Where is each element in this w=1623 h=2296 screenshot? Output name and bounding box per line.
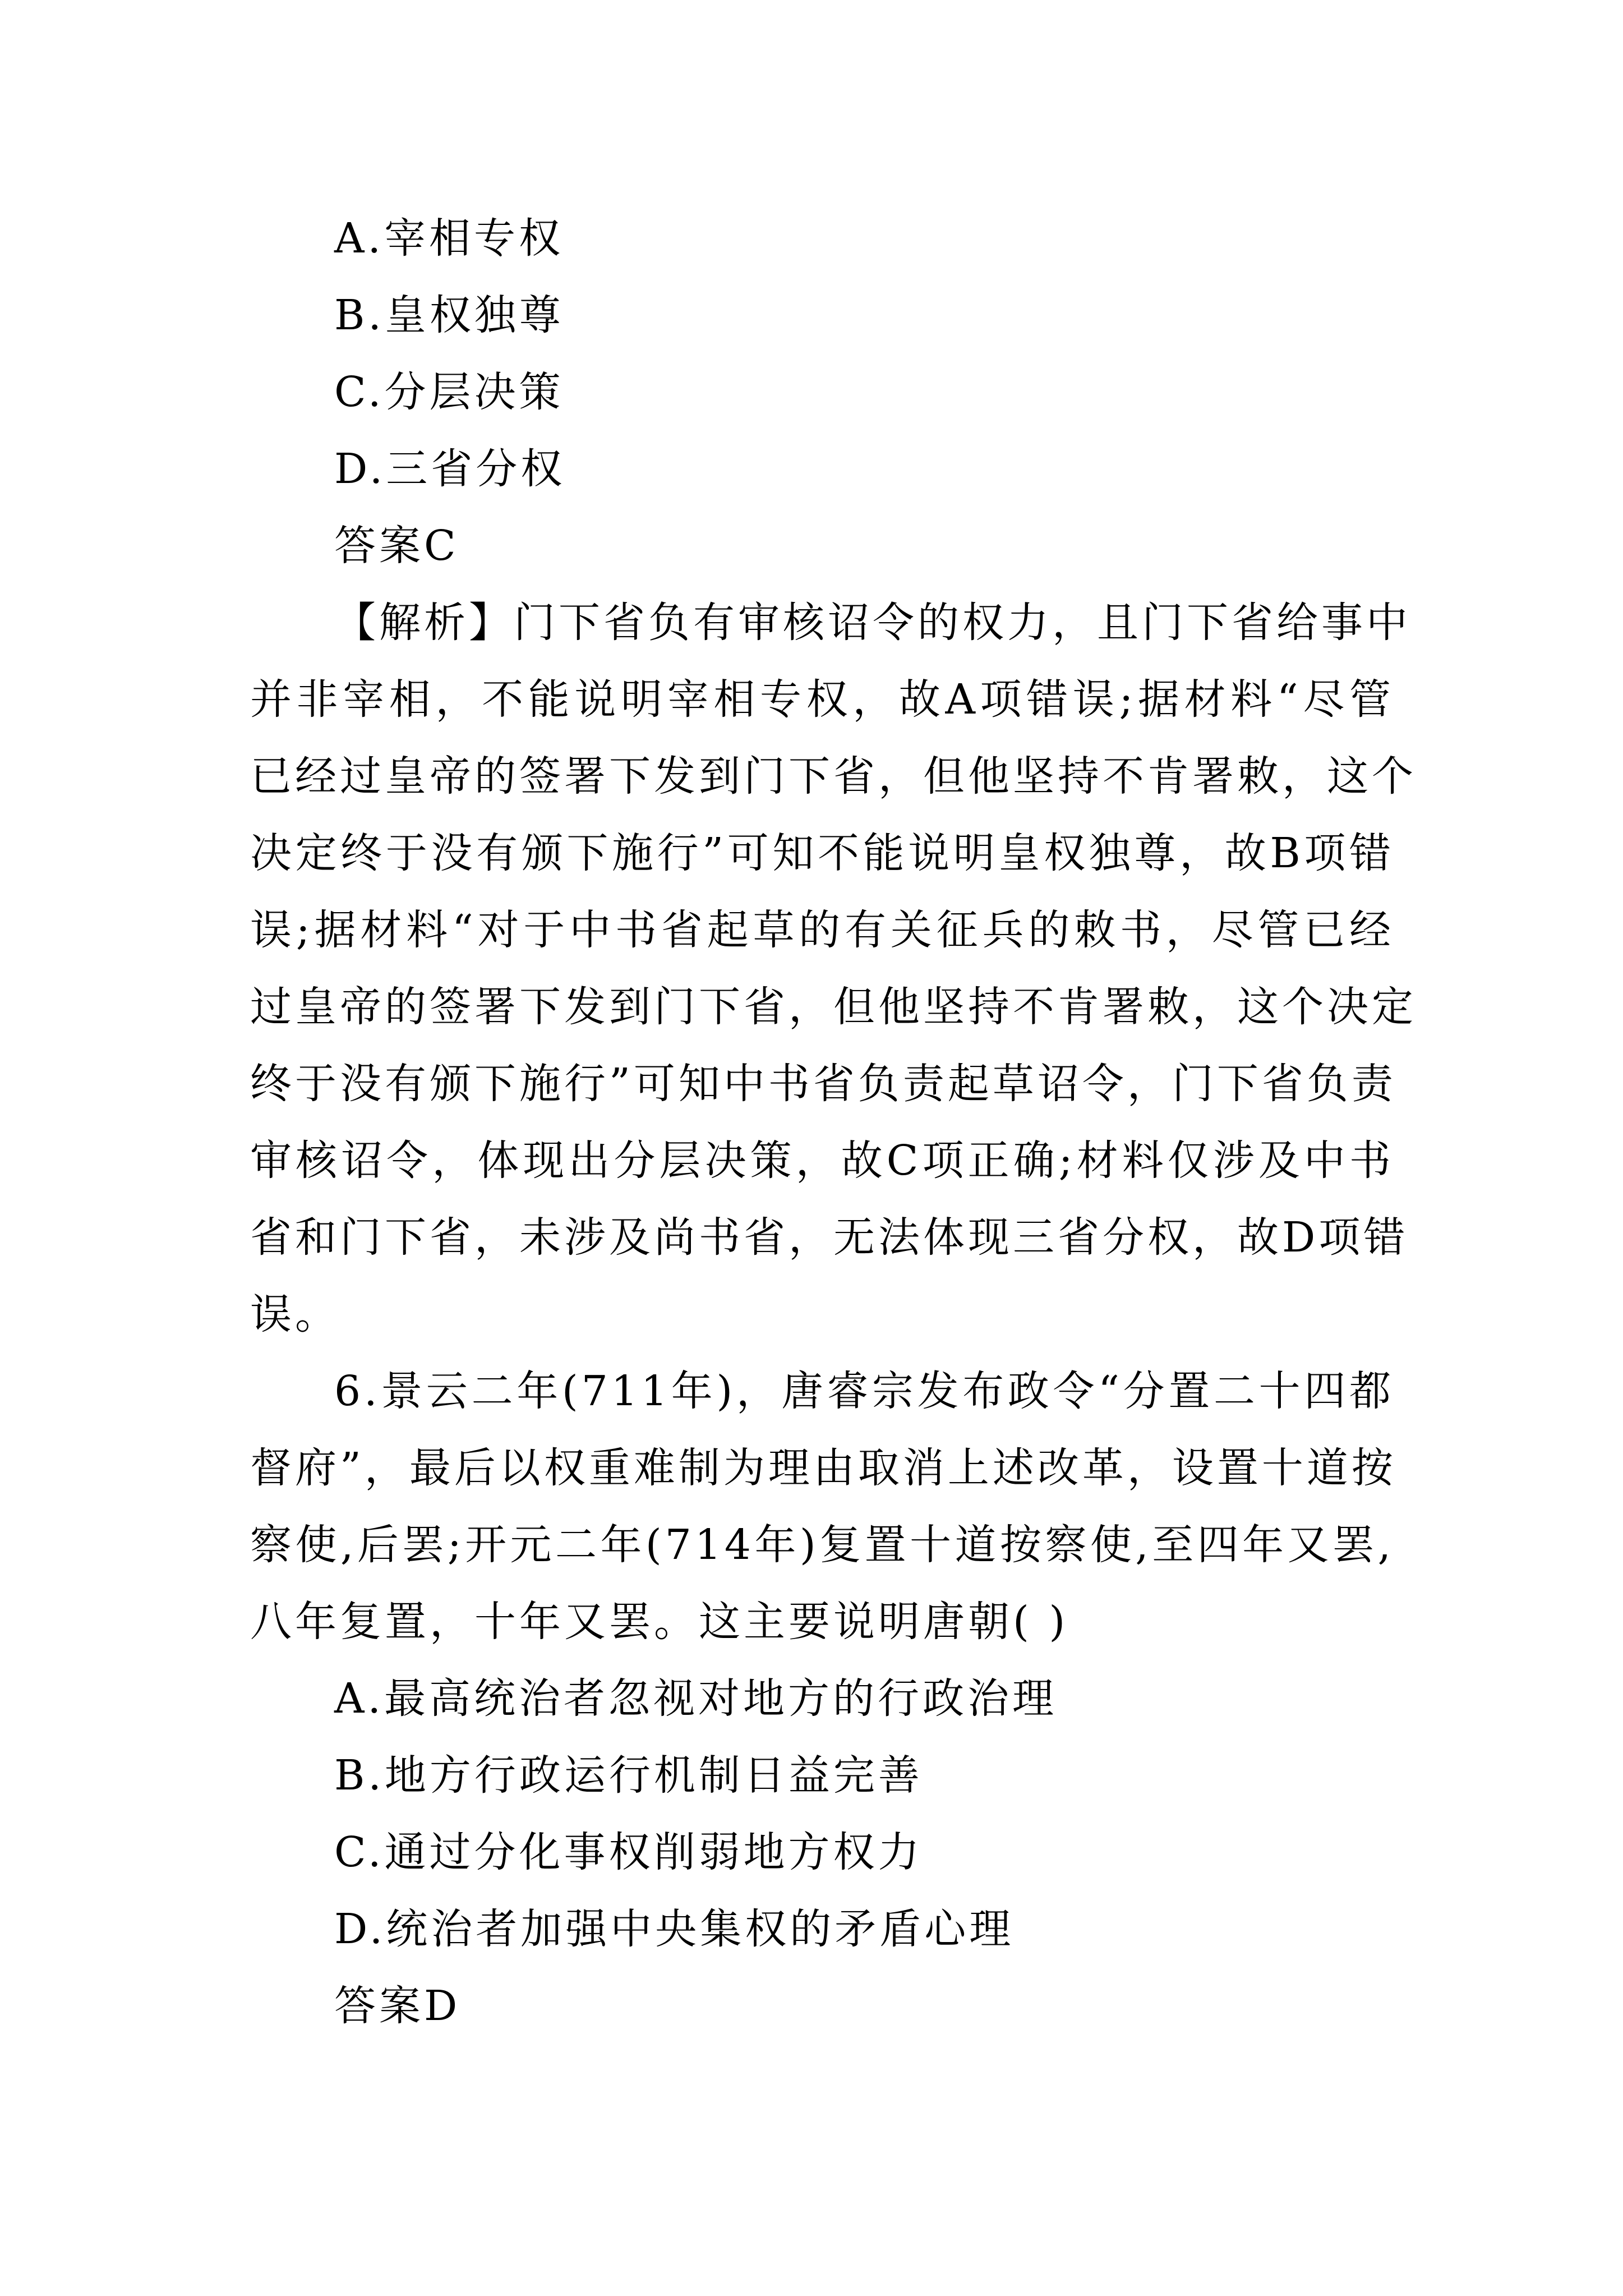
q5-option-c: C.分层决策 [334, 368, 564, 416]
q5-analysis-line: 误;据材料“对于中书省起草的有关征兵的敕书，尽管已经 [250, 906, 1394, 954]
q5-analysis-line: 终于没有颁下施行”可知中书省负责起草诏令，门下省负责 [250, 1060, 1396, 1108]
q6-stem-line: 察使,后罢;开元二年(714年)复置十道按察使,至四年又罢, [250, 1521, 1394, 1569]
q6-option-b: B.地方行政运行机制日益完善 [334, 1751, 923, 1800]
q5-answer: 答案C [334, 522, 459, 570]
q6-stem-line: 6.景云二年(711年)，唐睿宗发布政令“分置二十四都 [334, 1367, 1394, 1415]
q6-option-d: D.统治者加强中央集权的矛盾心理 [334, 1905, 1015, 1953]
q5-analysis-line: 并非宰相，不能说明宰相专权，故A项错误;据材料“尽管 [250, 675, 1394, 724]
q5-analysis-line: 决定终于没有颁下施行”可知不能说明皇权独尊，故B项错 [250, 829, 1394, 877]
q5-option-b: B.皇权独尊 [334, 291, 564, 339]
q5-analysis-line: 省和门下省，未涉及尚书省，无法体现三省分权，故D项错 [250, 1213, 1409, 1262]
q5-analysis-line: 已经过皇帝的签署下发到门下省，但他坚持不肯署敕，这个 [250, 752, 1417, 800]
q5-analysis-line: 【解析】门下省负有审核诏令的权力，且门下省给事中 [334, 599, 1411, 647]
q5-analysis-line: 误。 [250, 1290, 340, 1338]
q5-option-a: A.宰相专权 [334, 214, 564, 263]
q6-stem-line: 督府”，最后以权重难制为理由取消上述改革，设置十道按 [250, 1444, 1396, 1492]
q6-stem-line: 八年复置，十年又罢。这主要说明唐朝( ) [250, 1598, 1069, 1646]
q5-analysis-line: 过皇帝的签署下发到门下省，但他坚持不肯署敕，这个决定 [250, 983, 1417, 1031]
q5-option-d: D.三省分权 [334, 445, 566, 493]
q5-analysis-line: 审核诏令，体现出分层决策，故C项正确;材料仅涉及中书 [250, 1137, 1394, 1185]
q6-answer: 答案D [334, 1982, 461, 2030]
q6-option-c: C.通过分化事权削弱地方权力 [334, 1828, 923, 1876]
q6-option-a: A.最高统治者忽视对地方的行政治理 [334, 1674, 1057, 1723]
